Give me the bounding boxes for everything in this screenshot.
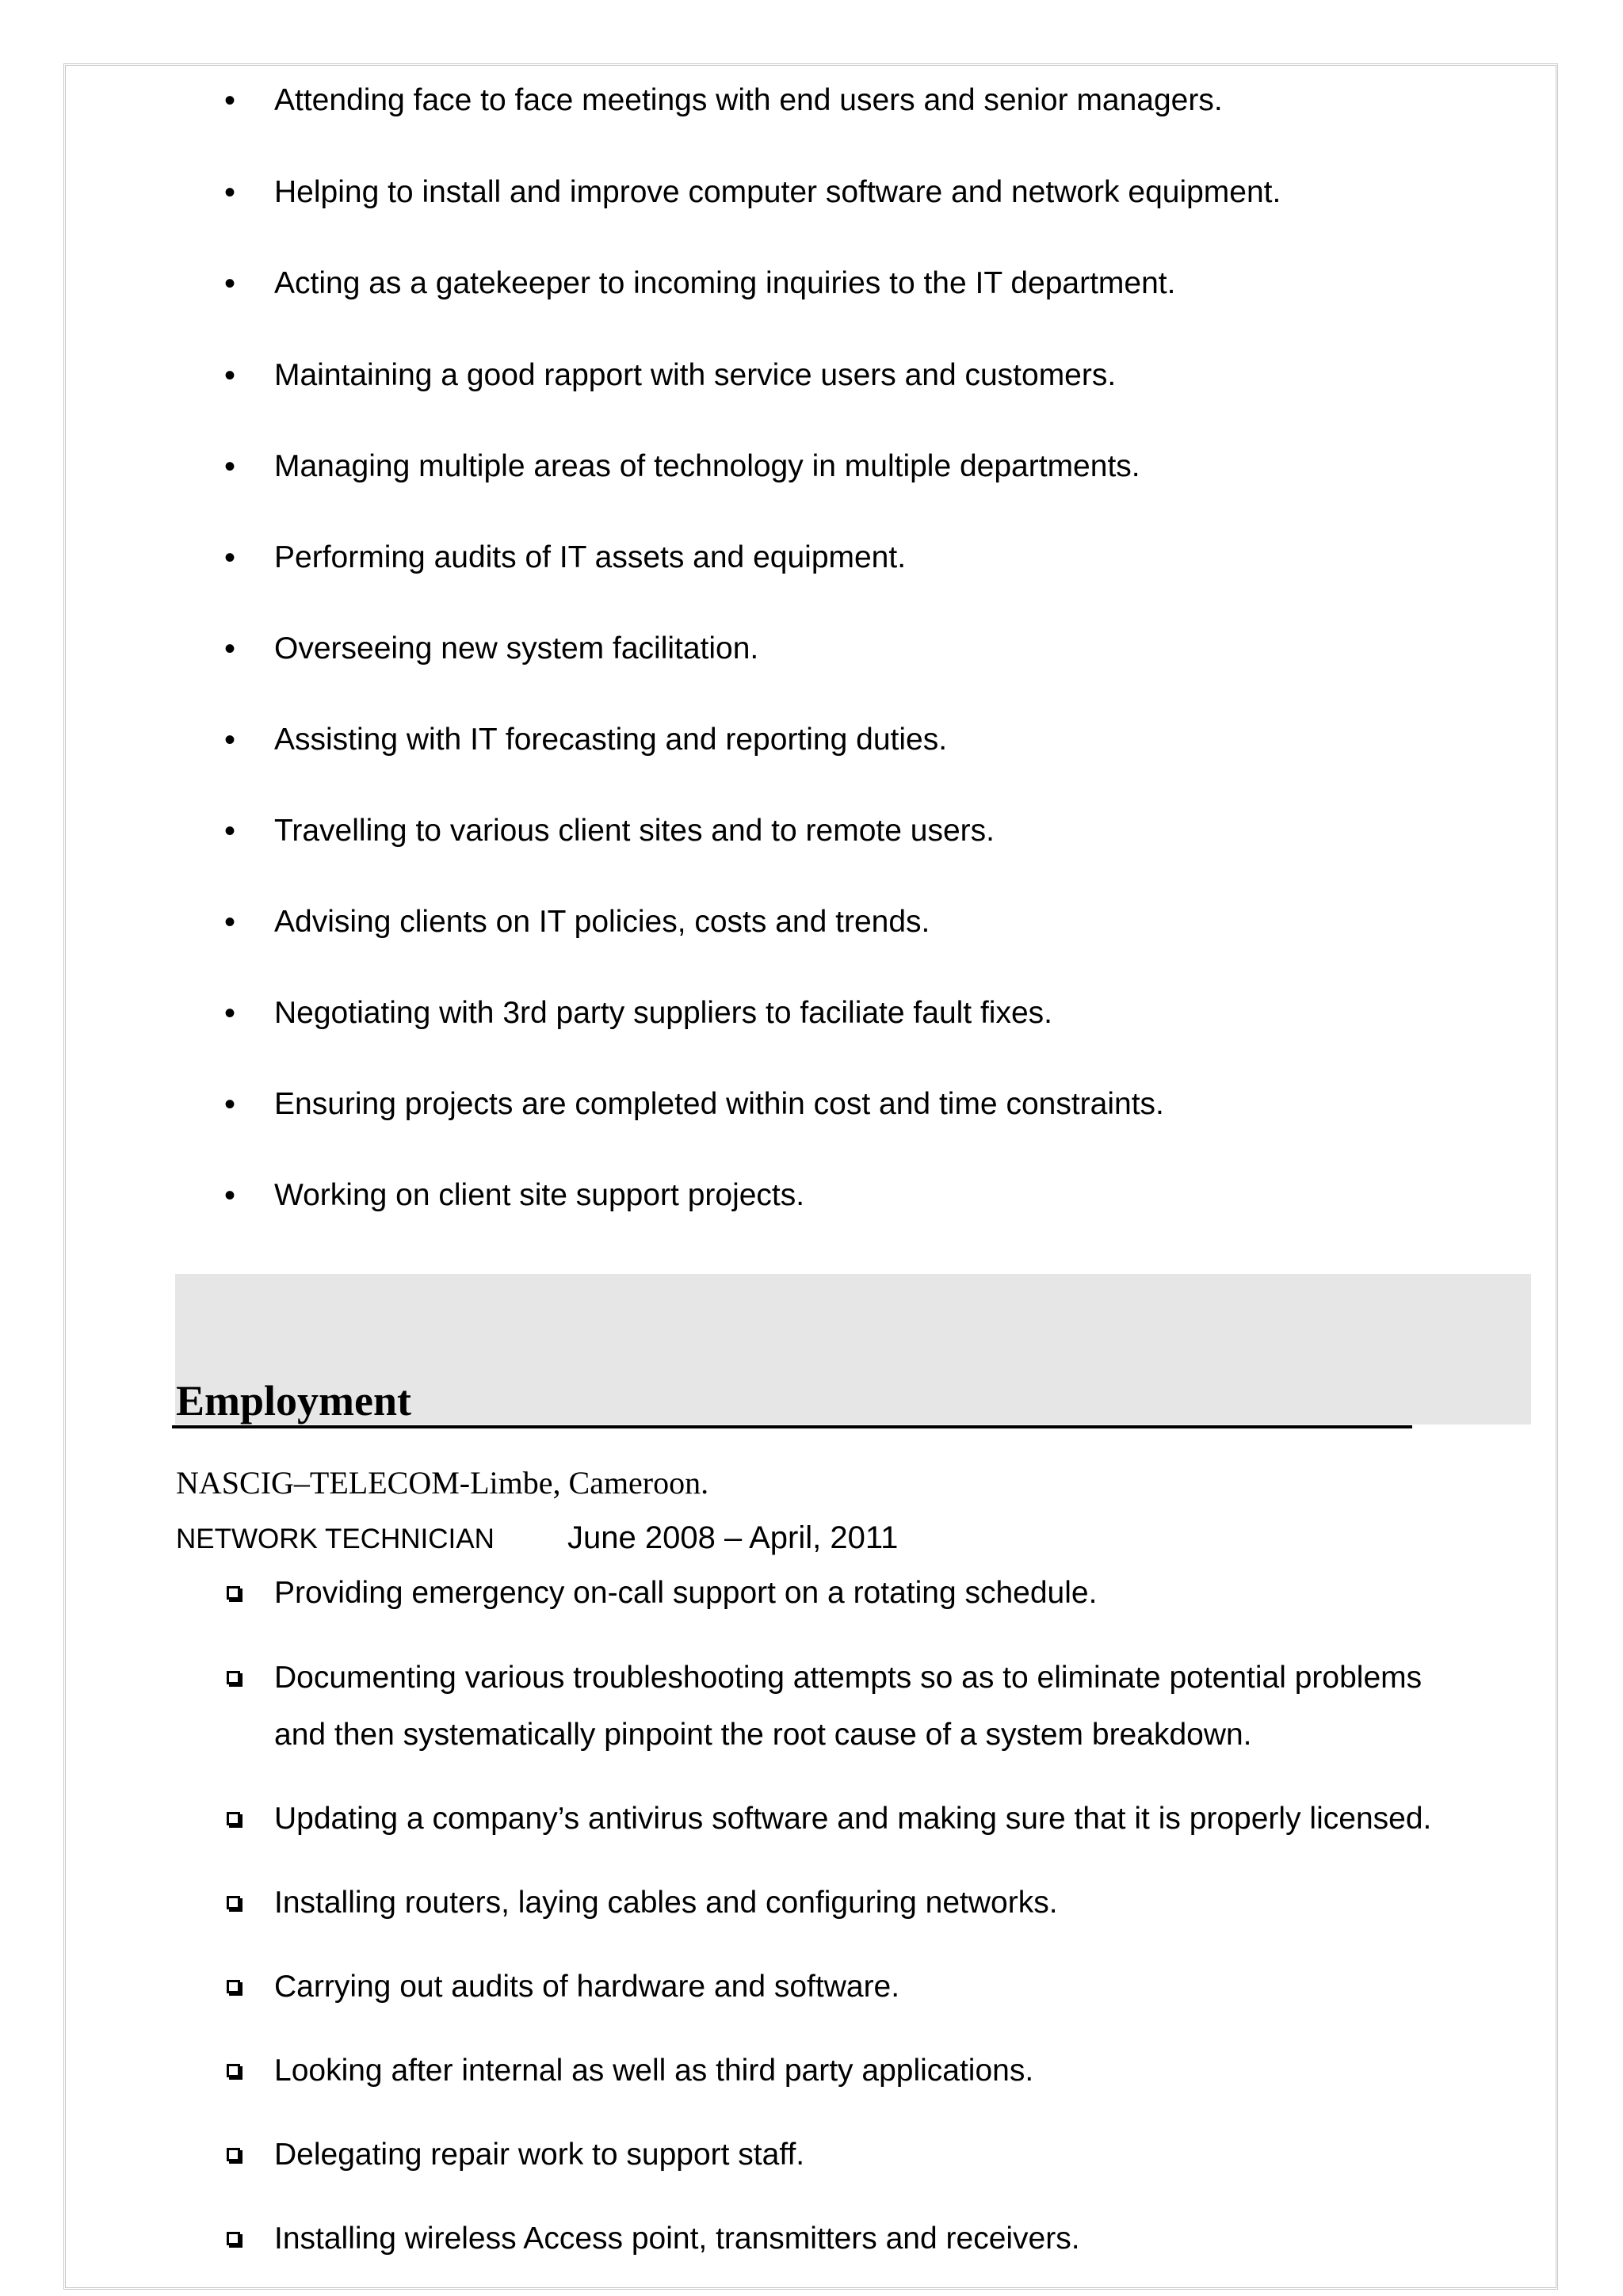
checkbox-square-icon [227, 1812, 240, 1825]
job-info [176, 1518, 899, 1559]
checkbox-square-icon [227, 2064, 240, 2077]
employer-name: NASCIG–TELECOM-Limbe, Cameroon. [176, 1465, 709, 1501]
job-title: NETWORK TECHNICIAN [176, 1524, 495, 1554]
job-dates: June 2008 – April, 2011 [567, 1520, 899, 1555]
section-divider [172, 1425, 1412, 1428]
checkbox-square-icon [227, 1586, 240, 1600]
checkbox-square-icon [227, 1896, 240, 1909]
checkbox-square-icon [227, 2232, 240, 2245]
checkbox-square-icon [227, 1671, 240, 1684]
checkbox-square-icon [227, 1980, 240, 1993]
section-heading: Employment [176, 1377, 411, 1425]
checkbox-square-icon [227, 2148, 240, 2161]
